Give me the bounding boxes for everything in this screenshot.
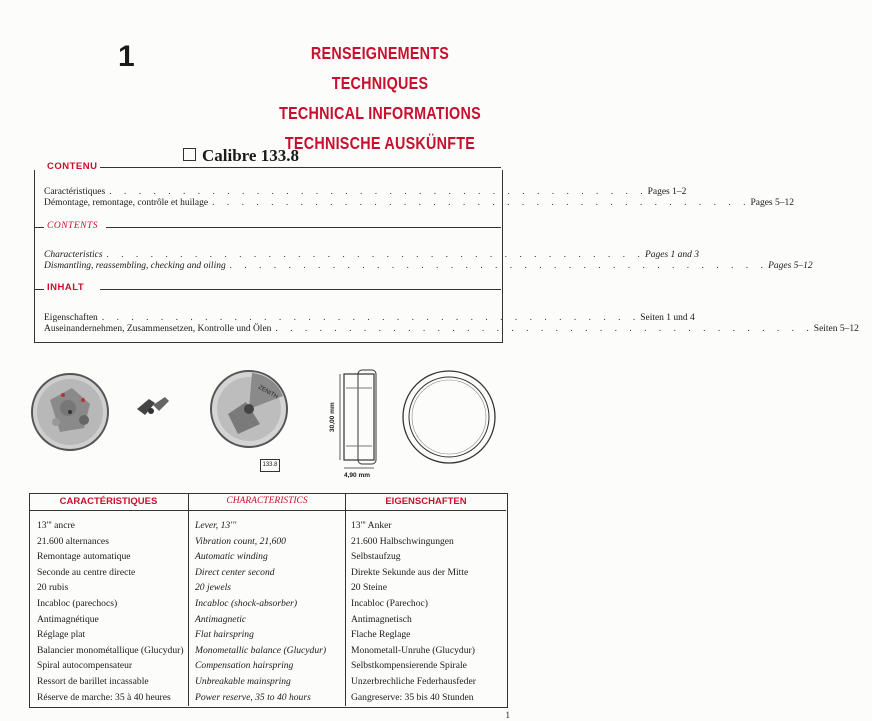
table-header-en: CHARACTERISTICS xyxy=(189,493,345,511)
table-cell: Incabloc (Parechoc) xyxy=(351,597,428,609)
list-item: Dismantling, reassembling, checking and oiling . . . . . . . . . . . . . . . . . . . . . . . . . . . . . . . . . . . . . Pages 5–12 xyxy=(44,261,813,271)
contents-de-list xyxy=(44,313,859,335)
rotor-parts-image xyxy=(133,393,173,421)
contents-fr-heading: CONTENU xyxy=(47,161,98,172)
table-cell: Lever, 13''' xyxy=(195,520,237,531)
table-cell: Selbstaufzug xyxy=(351,551,401,563)
thickness-dimension-label: 4,90 mm xyxy=(344,472,371,479)
title-german: TECHNISCHE AUSKÜNFTE xyxy=(284,133,476,153)
divider xyxy=(345,493,346,706)
title-french: RENSEIGNEMENTS TECHNIQUES xyxy=(310,43,450,93)
table-column-fr xyxy=(37,518,184,705)
table-cell: Monometallic balance (Glucydur) xyxy=(195,644,327,656)
table-cell: Flache Reglage xyxy=(351,629,411,641)
table-cell: Seconde au centre directe xyxy=(37,566,136,578)
divider xyxy=(100,167,501,168)
table-cell: Antimagnétique xyxy=(37,613,99,625)
divider xyxy=(188,493,189,706)
contents-fr-list xyxy=(44,187,794,209)
title-english: TECHNICAL INFORMATIONS xyxy=(279,103,481,123)
table-cell: Unzerbrechliche Federhausfeder xyxy=(351,675,476,687)
table-cell: Selbstkompensierende Spirale xyxy=(351,660,467,672)
table-cell: Balancier monométallique (Glucydur) xyxy=(37,644,184,656)
divider xyxy=(100,289,501,290)
table-cell: 20 rubis xyxy=(37,582,69,594)
table-cell: Vibration count, 21,600 xyxy=(195,535,286,547)
movement-dial-side-image xyxy=(28,370,112,454)
table-cell: 13''' Anker xyxy=(351,520,392,531)
table-cell: 21.600 Halbschwingungen xyxy=(351,535,454,547)
movement-dial-text: ZENITH xyxy=(257,384,279,401)
divider xyxy=(106,227,501,228)
list-item: Eigenschaften . . . . . . . . . . . . . . . . . . . . . . . . . . . . . . . . . . . . . Seiten 1 und 4 xyxy=(44,313,695,323)
table-cell: Ressort de barillet incassable xyxy=(37,675,149,687)
height-dimension-label: 30,00 mm xyxy=(329,402,336,432)
divider xyxy=(34,289,44,290)
page-number: 1 xyxy=(118,40,135,73)
table-cell: Incabloc (shock-absorber) xyxy=(195,597,298,609)
table-cell: 21.600 alternances xyxy=(37,535,109,547)
table-cell: Réglage plat xyxy=(37,629,86,641)
contents-de-heading: INHALT xyxy=(47,282,85,293)
list-item: Characteristics . . . . . . . . . . . . . . . . . . . . . . . . . . . . . . . . . . . . . Pages 1 and 3 xyxy=(44,250,700,260)
calibre-title: Calibre 133.8 xyxy=(202,146,299,165)
table-cell: Unbreakable mainspring xyxy=(195,675,291,687)
table-cell: Incabloc (parechocs) xyxy=(37,597,118,609)
table-cell: Monometall-Unruhe (Glucydur) xyxy=(351,644,475,656)
table-cell: Flat hairspring xyxy=(195,629,254,641)
top-view-drawing xyxy=(400,368,498,466)
divider xyxy=(34,227,44,228)
table-cell: 20 Steine xyxy=(351,582,387,594)
table-cell: 13''' ancre xyxy=(37,520,75,531)
table-header-de: EIGENSCHAFTEN xyxy=(346,493,506,511)
list-item: Démontage, remontage, contrôle et huilage . . . . . . . . . . . . . . . . . . . . . . . . . . . . . . . . . . . . . Pages 5–12 xyxy=(44,198,794,208)
movement-label: 133.8 xyxy=(260,459,280,472)
calibre-heading xyxy=(183,146,299,166)
list-item: Caractéristiques . . . . . . . . . . . . . . . . . . . . . . . . . . . . . . . . . . . . . Pages 1–2 xyxy=(44,187,687,197)
table-cell: Antimagnetic xyxy=(195,613,247,625)
profile-drawing xyxy=(332,368,392,476)
table-cell: Antimagnetisch xyxy=(351,613,412,625)
movement-rotor-side-image xyxy=(208,368,290,450)
table-header-fr: CARACTÉRISTIQUES xyxy=(29,493,188,511)
table-cell: Remontage automatique xyxy=(37,551,131,563)
table-cell: Spiral autocompensateur xyxy=(37,660,133,672)
table-column-de xyxy=(351,518,476,705)
table-cell: Réserve de marche: 35 à 40 heures xyxy=(37,691,171,703)
table-cell: Automatic winding xyxy=(195,551,268,563)
title-block xyxy=(269,38,490,158)
list-item: Auseinandernehmen, Zusammensetzen, Kontrolle und Ölen . . . . . . . . . . . . . . . . . . . . . . . . . . . . . . . . . . . . . Seiten 5–12 xyxy=(44,324,859,334)
table-cell: 20 jewels xyxy=(195,582,231,594)
table-column-en xyxy=(195,518,326,705)
table-cell: Direkte Sekunde aus der Mitte xyxy=(351,566,469,578)
zenith-logo-icon xyxy=(183,148,196,161)
contents-en-heading: CONTENTS xyxy=(47,221,98,231)
table-cell: Power reserve, 35 to 40 hours xyxy=(195,691,311,703)
contents-en-list xyxy=(44,250,813,272)
table-cell: Direct center second xyxy=(195,566,275,578)
footer-page-number: 1 xyxy=(505,710,510,720)
table-cell: Gangreserve: 35 bis 40 Stunden xyxy=(351,691,474,703)
table-cell: Compensation hairspring xyxy=(195,660,294,672)
